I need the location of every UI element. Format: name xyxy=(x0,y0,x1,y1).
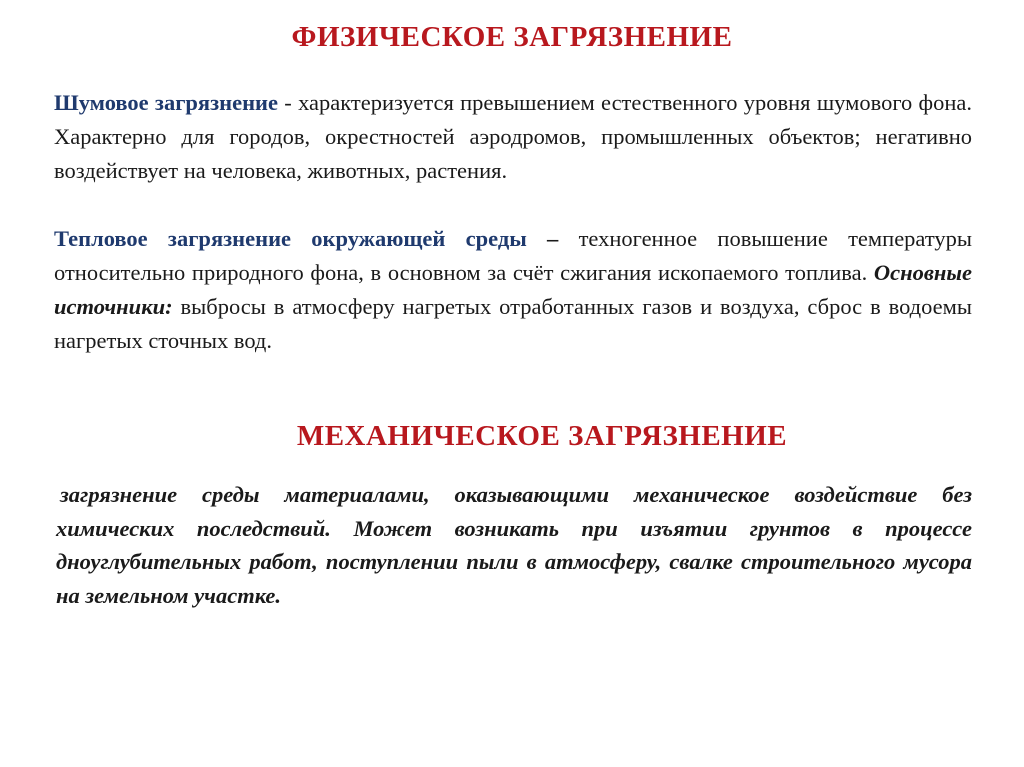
noise-pollution-text: - характеризуется превышением естественного уровня шумового фона. Характерно для городов, окрестностей аэродромов, промышленных объектов; негативно воздействует на человека, животных, растения. xyxy=(54,90,973,183)
physical-pollution-heading: ФИЗИЧЕСКОЕ ЗАГРЯЗНЕНИЕ xyxy=(291,21,733,53)
main-sources-term: Основные источники: xyxy=(54,260,972,319)
main-sources-text: выбросы в атмосферу нагретых отработанных газов и воздуха, сброс в водоемы нагретых сточных вод. xyxy=(54,294,972,353)
thermal-pollution-dash: – xyxy=(526,226,579,251)
mechanical-pollution-heading: МЕХАНИЧЕСКОЕ ЗАГРЯЗНЕНИЕ xyxy=(296,420,788,452)
thermal-pollution-text: техногенное повышение температуры относительно природного фона, в основном за счёт сжигания ископаемого топлива. xyxy=(54,226,972,285)
thermal-pollution-term: Тепловое загрязнение окружающей среды xyxy=(54,226,527,251)
thermal-pollution-paragraph xyxy=(54,222,972,358)
noise-pollution-paragraph xyxy=(54,86,972,188)
mechanical-pollution-paragraph: загрязнение среды материалами, оказывающими механическое воздействие без химических последствий. Может возникать при изъятии грунтов в процессе дноуглубительных работ, поступлении пыли в атмосферу, свалке строительного мусора на земельном участке. xyxy=(56,482,972,608)
noise-pollution-term: Шумовое загрязнение xyxy=(54,90,279,115)
